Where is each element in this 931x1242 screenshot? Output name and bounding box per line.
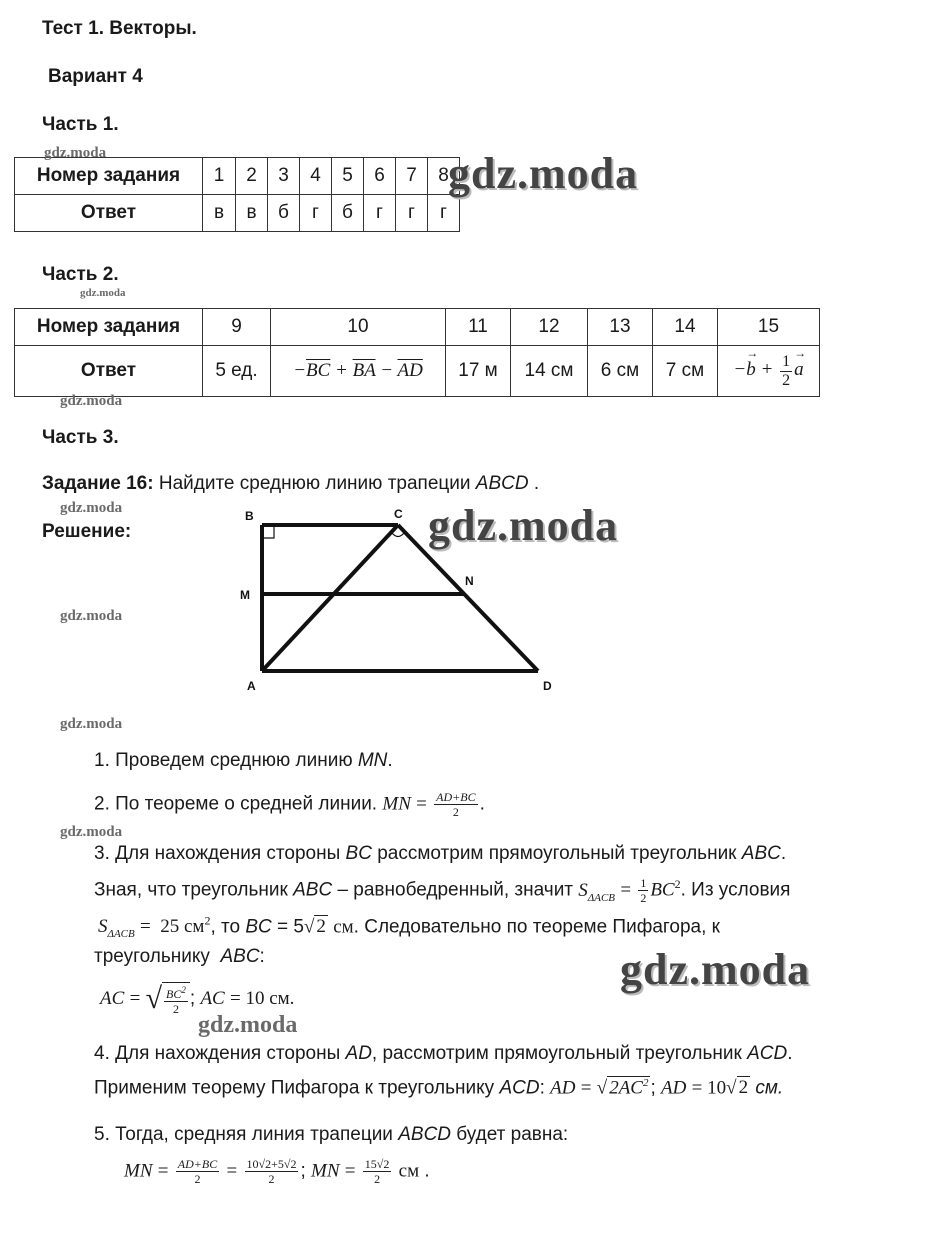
- part2-answer: 5 ед.: [203, 346, 271, 397]
- step-4-text: , рассмотрим прямоугольный треугольник: [371, 1043, 742, 1064]
- step-4-line-1: 4. Для нахождения стороны AD, рассмотрим прямоугольный треугольник ACD.: [94, 1043, 793, 1064]
- step-3-text: рассмотрим прямоугольный треугольник: [377, 843, 737, 864]
- step-1-text: 1. Проведем среднюю линию: [94, 750, 353, 771]
- step-3-text: , то: [210, 916, 241, 938]
- task16-text: Найдите среднюю линию трапеции: [158, 473, 471, 494]
- watermark-small: gdz.moda: [60, 824, 123, 840]
- step-5-line-1: [94, 1124, 568, 1146]
- part1-task-number: 4: [300, 158, 332, 195]
- step-3-var: BC: [245, 916, 272, 938]
- step-4-line-2: Применим теорему Пифагора к треугольнику ACD: AD = √ $2AC^2$ ; AD = 10√ 2 см.: [94, 1077, 784, 1099]
- solution-label: Решение:: [42, 521, 132, 542]
- task16-line: Задание 16: Найдите среднюю линию трапеции ABCD .: [42, 473, 540, 494]
- part2-task-number: 9: [203, 309, 271, 346]
- step-5-text: 5. Тогда, средняя линия трапеции: [94, 1124, 393, 1145]
- part1-answer: г: [300, 195, 332, 232]
- part2-task-number: 15: [718, 309, 820, 346]
- part1-task-number: 5: [332, 158, 364, 195]
- step-3-var: ABC: [293, 879, 333, 901]
- step-2-text: 2. По теореме о средней линии.: [94, 793, 378, 815]
- watermark-small: gdz.moda: [80, 287, 126, 299]
- step-3-formula: AC = √ $\frac{BC^2}{2}$ ; AC = 10 см.: [100, 982, 295, 1016]
- step-3-var: BC: [345, 843, 372, 864]
- step-2: 2. По теореме о средней линии. MN = $\frac{AD+BC}{2}$ .: [94, 790, 485, 819]
- part1-answer: в: [203, 195, 236, 232]
- label-m: M: [240, 588, 250, 602]
- label-c: C: [394, 507, 403, 521]
- part2-task-number: 12: [511, 309, 588, 346]
- part1-answer: в: [236, 195, 268, 232]
- step-3-text: Следовательно по теореме Пифагора, к: [364, 916, 720, 938]
- part1-answer: г: [428, 195, 460, 232]
- part2-task-number: 13: [588, 309, 653, 346]
- part1-table: [14, 157, 460, 232]
- part2-task-number: 11: [446, 309, 511, 346]
- step-1: 1. Проведем среднюю линию MN.: [94, 750, 393, 771]
- step-3-text: Зная, что треугольник: [94, 879, 288, 901]
- label-n: N: [465, 574, 474, 588]
- part2-answer-vector-expr: −→ b + $\frac{1}{2}$ → a: [718, 346, 820, 397]
- part2-answer: 6 см: [588, 346, 653, 397]
- step-3-line-3: $S_{\Delta ACB} = 25$ $см^2$, то BC = 5√ 2 см. Следовательно по теореме Пифагора, к: [98, 914, 720, 941]
- watermark-small: gdz.moda: [44, 145, 107, 161]
- watermark-big: gdz.moda: [620, 945, 811, 994]
- part1-task-number: 6: [364, 158, 396, 195]
- part2-answer: 7 см: [653, 346, 718, 397]
- step-4-text: Применим теорему Пифагора к треугольнику: [94, 1077, 495, 1099]
- step-3-line-1: 3. Для нахождения стороны BC рассмотрим прямоугольный треугольник ABC.: [94, 843, 787, 864]
- part1-task-number: 8: [428, 158, 460, 195]
- part1-heading: Часть 1.: [42, 114, 119, 135]
- part1-answer: г: [396, 195, 428, 232]
- part3-heading: Часть 3.: [42, 427, 119, 448]
- label-d: D: [543, 679, 552, 693]
- part2-task-number: 14: [653, 309, 718, 346]
- step-3-line-4: треугольнику ABC:: [94, 946, 265, 967]
- watermark-big: gdz.moda: [428, 501, 619, 550]
- step-3-var: ABC: [220, 946, 260, 967]
- step-5-text: будет равна:: [456, 1124, 569, 1145]
- step-3-text: треугольнику: [94, 946, 210, 967]
- step-5-var: ABCD: [398, 1124, 452, 1145]
- task16-label: Задание 16:: [42, 473, 154, 494]
- part2-answer-label: Ответ: [15, 346, 203, 397]
- watermark-small: gdz.moda: [198, 1012, 298, 1038]
- part2-answer-vector-expr: $-\overline{BC} + \overline{BA} - \overline{AD}$: [271, 346, 446, 397]
- label-a: A: [247, 679, 256, 693]
- step-1-var: MN: [357, 750, 388, 771]
- watermark-small: gdz.moda: [60, 500, 123, 516]
- diagonal-ac: [262, 525, 398, 671]
- watermark-small: gdz.moda: [60, 608, 123, 624]
- part2-heading: Часть 2.: [42, 264, 119, 285]
- watermark-small: gdz.moda: [60, 393, 123, 409]
- step-3-text: – равнобедренный, значит: [337, 879, 574, 901]
- step-3-text: Из условия: [691, 879, 791, 901]
- part2-table: [14, 308, 820, 397]
- angle-mark: [392, 533, 404, 537]
- part1-task-label: Номер задания: [15, 158, 203, 195]
- part1-task-number: 3: [268, 158, 300, 195]
- page-title: Тест 1. Векторы.: [42, 18, 197, 39]
- part2-task-number: 10: [271, 309, 446, 346]
- part1-answer-label: Ответ: [15, 195, 203, 232]
- step-4-text: 4. Для нахождения стороны: [94, 1043, 341, 1064]
- part2-answer: 17 м: [446, 346, 511, 397]
- part1-task-number: 2: [236, 158, 268, 195]
- part1-answer: г: [364, 195, 396, 232]
- step-4-var: ACD: [747, 1043, 788, 1064]
- variant-label: Вариант 4: [48, 66, 143, 87]
- step-4-var: ACD: [499, 1077, 540, 1099]
- step-3-var: ABC: [741, 843, 781, 864]
- part2-task-label: Номер задания: [15, 309, 203, 346]
- task16-var: ABCD: [475, 473, 529, 494]
- watermark-big: gdz.moda: [448, 149, 639, 198]
- step-5-formula: MN = $\frac{AD+BC}{2}$ = $\frac{10√2+5√2}{2}$ ; MN = $\frac{15√2}{2}$ см .: [124, 1157, 430, 1186]
- step-4-var: AD: [345, 1043, 372, 1064]
- step-3-line-2: Зная, что треугольник ABC – равнобедренный, значит $S_{\Delta ACB}$ = $\frac{1}{2}$ $BC^2$. Из условия: [94, 876, 791, 905]
- part1-answer: б: [268, 195, 300, 232]
- part1-answer: б: [332, 195, 364, 232]
- watermark-small: gdz.moda: [60, 716, 123, 732]
- part1-task-number: 1: [203, 158, 236, 195]
- step-3-text: 3. Для нахождения стороны: [94, 843, 341, 864]
- part1-task-number: 7: [396, 158, 428, 195]
- label-b: B: [245, 509, 254, 523]
- part2-answer: 14 см: [511, 346, 588, 397]
